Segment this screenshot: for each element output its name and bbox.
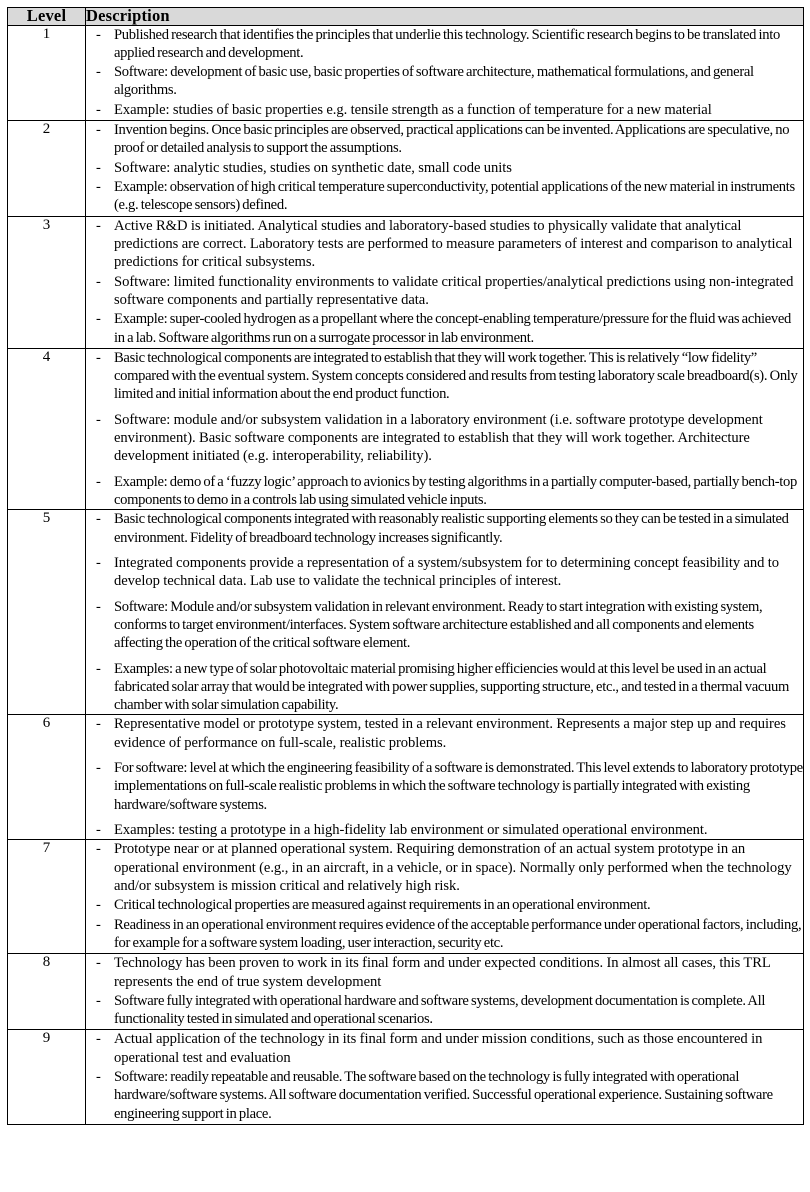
- bullet-text: Readiness in an operational environment requires evidence of the acceptable performance under operational factors, including, for example for a software system loading, user interaction, security etc.: [114, 916, 802, 951]
- bullet-text: Integrated components provide a representation of a system/subsystem for to determining concept feasibility and to develop technical data. Lab use to validate the technical principles of interest.: [114, 554, 780, 590]
- bullet-text: Software: development of basic use, basic properties of software architecture, mathematical formulations, and general algorithms.: [114, 64, 754, 99]
- level-cell: 9: [8, 1030, 86, 1125]
- level-cell: 2: [8, 121, 86, 217]
- description-bullet: [86, 554, 803, 591]
- description-cell: [86, 715, 804, 840]
- description-bullet-list: [86, 217, 803, 347]
- bullet-dash-icon: -: [96, 716, 101, 733]
- bullet-dash-icon: -: [96, 760, 101, 777]
- description-bullet: [86, 217, 803, 272]
- level-cell: 5: [8, 510, 86, 715]
- bullet-dash-icon: -: [96, 598, 101, 615]
- description-bullet-list: [86, 510, 803, 714]
- description-bullet: [86, 273, 803, 310]
- bullet-text: Software fully integrated with operational hardware and software systems, development documentation is complete. All functionality tested in simulated and operational scenarios.: [114, 992, 766, 1028]
- description-bullet: [86, 349, 803, 404]
- bullet-text: Software: module and/or subsystem validation in a laboratory environment (i.e. software prototype development environment). Basic software components are integrated to establish that they will work together. Architecture development initiated (e.g. interoperability, reliability).: [114, 411, 763, 465]
- table-row: [8, 840, 804, 954]
- bullet-dash-icon: -: [96, 1031, 101, 1048]
- description-bullet: [86, 159, 803, 177]
- header-row: [8, 8, 804, 26]
- bullet-dash-icon: -: [96, 273, 101, 290]
- bullet-text: Example: demo of a ‘fuzzy logic’ approach to avionics by testing algorithms in a partially computer-based, partially bench-top components to demo in a controls lab using simulated vehicle inputs.: [114, 473, 797, 508]
- description-bullet: [86, 715, 803, 752]
- description-bullet: [86, 63, 803, 100]
- description-cell: [86, 348, 804, 510]
- bullet-text: Basic technological components are integrated to establish that they will work together. This is relatively “low fidelity” compared with the eventual system. System concepts considered and results from testing laboratory scale breadboard(s). Only limited and initial information about the end product function.: [114, 349, 798, 403]
- bullet-text: Software: limited functionality environments to validate critical properties/analytical predictions using non-integrated software components and partially representative data.: [114, 273, 794, 308]
- table-row: [8, 715, 804, 840]
- description-bullet: [86, 916, 803, 953]
- description-cell: [86, 954, 804, 1030]
- bullet-dash-icon: -: [96, 159, 101, 176]
- description-bullet: [86, 759, 803, 814]
- description-bullet: [86, 101, 803, 119]
- bullet-dash-icon: -: [96, 26, 101, 43]
- bullet-dash-icon: -: [96, 122, 101, 139]
- bullet-text: Software: Module and/or subsystem validation in relevant environment. Ready to start integration with existing system, conforms to target environment/interfaces. System software architecture established and all components and elements affecting the operation of the critical software element.: [114, 598, 763, 652]
- trl-levels-table: [7, 7, 804, 1125]
- level-cell: 8: [8, 954, 86, 1030]
- column-header-level: Level: [8, 8, 86, 26]
- table-row: [8, 954, 804, 1030]
- bullet-text: For software: level at which the engineering feasibility of a software is demonstrated. This level extends to laboratory prototype implementations on full-scale realistic problems in which the software technology is partially integrated with existing hardware/software systems.: [114, 760, 803, 813]
- description-cell: [86, 840, 804, 954]
- bullet-dash-icon: -: [96, 660, 101, 677]
- description-bullet: [86, 992, 803, 1029]
- bullet-text: Technology has been proven to work in its final form and under expected conditions. In almost all cases, this TRL represents the end of true system development: [114, 955, 771, 990]
- description-cell: [86, 216, 804, 348]
- bullet-dash-icon: -: [96, 916, 101, 933]
- bullet-dash-icon: -: [96, 179, 101, 195]
- bullet-dash-icon: -: [96, 822, 101, 838]
- description-bullet: [86, 1030, 803, 1067]
- bullet-dash-icon: -: [96, 64, 101, 81]
- table-row: [8, 216, 804, 348]
- bullet-text: Example: super-cooled hydrogen as a propellant where the concept-enabling temperature/pressure for the fluid was achieved in a lab. Software algorithms run on a surrogate processor in lab environment.: [114, 311, 791, 346]
- bullet-text: Software: readily repeatable and reusable. The software based on the technology is fully integrated with operational hardware/software systems. All software documentation verified. Successful operational experience. Sustaining software engineering support in place.: [114, 1069, 773, 1122]
- description-bullet-list: [86, 26, 803, 120]
- description-bullet-list: [86, 1030, 803, 1123]
- description-bullet: [86, 510, 803, 547]
- description-cell: [86, 1030, 804, 1125]
- bullet-dash-icon: -: [96, 841, 101, 858]
- description-bullet-list: [86, 840, 803, 952]
- table-row: [8, 25, 804, 121]
- bullet-text: Invention begins. Once basic principles are observed, practical applications can be invented. Applications are speculative, no proof or detailed analysis to support the assumptions.: [114, 122, 790, 157]
- bullet-text: Active R&D is initiated. Analytical studies and laboratory-based studies to physically validate that analytical predictions are correct. Laboratory tests are performed to measure parameters of interest and comparison to analytical predictions for critical subsystems.: [114, 217, 793, 271]
- level-cell: 4: [8, 348, 86, 510]
- description-bullet: [86, 896, 803, 914]
- bullet-dash-icon: -: [96, 897, 101, 914]
- description-bullet-list: [86, 715, 803, 839]
- level-cell: 7: [8, 840, 86, 954]
- column-header-description: Description: [86, 8, 804, 26]
- description-bullet-list: [86, 954, 803, 1028]
- description-bullet: [86, 598, 803, 653]
- description-cell: [86, 25, 804, 121]
- bullet-text: Critical technological properties are measured against requirements in an operational environment.: [114, 897, 651, 914]
- level-cell: 1: [8, 25, 86, 121]
- description-bullet: [86, 954, 803, 991]
- bullet-dash-icon: -: [96, 955, 101, 972]
- description-bullet: [86, 821, 803, 839]
- description-bullet: [86, 310, 803, 347]
- bullet-dash-icon: -: [96, 311, 101, 328]
- bullet-text: Basic technological components integrated with reasonably realistic supporting elements so they can be tested in a simulated environment. Fidelity of breadboard technology increases significantly.: [114, 511, 789, 546]
- description-cell: [86, 510, 804, 715]
- description-cell: [86, 121, 804, 217]
- table-row: [8, 1030, 804, 1125]
- bullet-dash-icon: -: [96, 411, 101, 428]
- table-row: [8, 121, 804, 217]
- table-header: [8, 8, 804, 26]
- bullet-text: Examples: testing a prototype in a high-fidelity lab environment or simulated operational environment.: [114, 822, 708, 838]
- bullet-text: Examples: a new type of solar photovoltaic material promising higher efficiencies would at this level be used in an actual fabricated solar array that would be integrated with power supplies, supporting structure, etc., and tested in a thermal vacuum chamber with solar simulation capability.: [114, 660, 790, 714]
- bullet-text: Representative model or prototype system, tested in a relevant environment. Represents a major step up and requires evidence of performance on full-scale, realistic problems.: [114, 716, 786, 751]
- bullet-text: Example: studies of basic properties e.g. tensile strength as a function of temperature for a new material: [114, 101, 712, 118]
- bullet-dash-icon: -: [96, 554, 101, 571]
- table-row: [8, 348, 804, 510]
- level-cell: 6: [8, 715, 86, 840]
- bullet-dash-icon: -: [96, 349, 101, 366]
- bullet-dash-icon: -: [96, 217, 101, 234]
- bullet-dash-icon: -: [96, 1069, 101, 1086]
- table-body: [8, 25, 804, 1125]
- bullet-dash-icon: -: [96, 992, 101, 1009]
- bullet-text: Example: observation of high critical temperature superconductivity, potential applications of the new material in instruments (e.g. telescope sensors) defined.: [114, 179, 795, 214]
- description-bullet: [86, 1068, 803, 1123]
- description-bullet: [86, 178, 803, 215]
- bullet-text: Prototype near or at planned operational system. Requiring demonstration of an actual system prototype in an operational environment (e.g., in an aircraft, in a vehicle, or in space). Normally only performed when the technology and/or subsystem is mission critical and relatively high risk.: [114, 841, 792, 894]
- bullet-dash-icon: -: [96, 473, 101, 490]
- description-bullet-list: [86, 121, 803, 215]
- bullet-dash-icon: -: [96, 511, 101, 528]
- description-bullet-list: [86, 349, 803, 510]
- description-bullet: [86, 473, 803, 510]
- description-bullet: [86, 121, 803, 158]
- level-cell: 3: [8, 216, 86, 348]
- bullet-text: Actual application of the technology in its final form and under mission conditions, such as those encountered in operational test and evaluation: [114, 1031, 763, 1066]
- table-row: [8, 510, 804, 715]
- description-bullet: [86, 840, 803, 895]
- description-bullet: [86, 26, 803, 63]
- description-bullet: [86, 660, 803, 715]
- bullet-dash-icon: -: [96, 101, 101, 118]
- description-bullet: [86, 411, 803, 466]
- bullet-text: Software: analytic studies, studies on synthetic date, small code units: [114, 159, 512, 176]
- bullet-text: Published research that identifies the principles that underlie this technology. Scientific research begins to be translated into applied research and development.: [114, 26, 780, 61]
